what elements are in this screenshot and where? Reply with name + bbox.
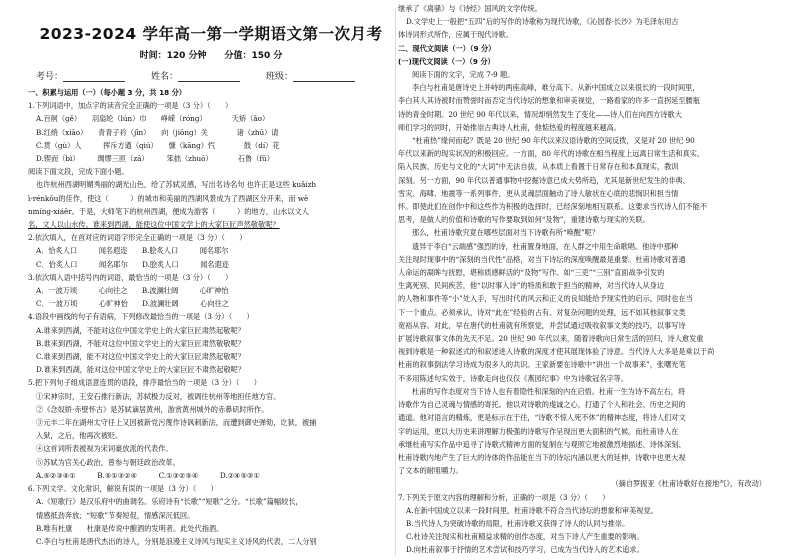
right-question-text <box>398 2 770 557</box>
text-line: （摘自罗振亚《杜甫诗歌好在接地气》，有改动） <box>611 479 766 489</box>
text-line: 杜甫的叙事倒法学习诗成为很多人的共识。王家新要在诗歌中“讲出一个故事来”，张曙光笔 <box>398 360 686 370</box>
text-line: 7.下列关于原文内容的理解和分析，正确的一项是（3 分）（ ） <box>398 492 610 502</box>
text-line: A.《短歌行》是汉乐府中的曲调名。乐府诗有“长歌”“短歌”之分。“长歌”篇幅较长， <box>36 497 303 507</box>
text-line: “杜甫热”缘何而起？既是 20 世纪 90 年代以来汉语诗歌的空间反拨，又是对 20 世纪 90 <box>412 136 695 146</box>
text-line: ì-rénkǒu的佳作，使这（ ）的城市和美丽的西湖风景成为了西湖区分开来，而 wē <box>28 193 309 203</box>
text-line: 关注现时现事中的“深刻的当代性”品格，对当下诗坛的深度唤醒最是重要。杜甫诗歌对普通 <box>398 254 686 264</box>
text-line: 了文本的耐咀嚼力。 <box>398 466 463 476</box>
text-line: 阅读下面文段，完成下面小题。 <box>28 167 129 177</box>
text-line: 继承了《离骚》与《诗经》国风的文学传统。 <box>398 4 542 13</box>
text-line: D.锲而（bì） 绸缪三匝（zā） 笨拙（zhuō） 石鲁（fǔ） <box>36 154 274 164</box>
text-line: A.⑤②③④① B.⑤①③②④ C.①③②⑤④ D.②④⑤③① <box>36 470 260 480</box>
text-line: B.唯有杜康 杜康是传说中酿酒的发明者。此处代指酒。 <box>36 523 224 533</box>
text-line: 杜甫诗歌内地产生了巨大的诗体的作品能在当下的诗坛内涵以更大的延伸，诗歌中也更大视 <box>398 452 686 462</box>
text-line: C．恰炙人口 闻名耶尔 D.脍炙人口 闻名遐迩 <box>36 259 229 269</box>
text-line: 诗的青金时期。20 世纪 90 年代以来，情况却悄然发生了变化——诗人们在向西方诗歌大 <box>398 109 682 119</box>
text-line: 那么，杜甫诗歌究竟在哪些层面对当下诗歌有所“唤醒”呢？ <box>412 228 600 238</box>
text-line: A．一波万顷 心向往之 B.波澜壮阔 心旷神怡 <box>36 286 229 296</box>
text-line: 扩展诗歌叙事文体的先天不足。20 世纪 90 年代以来，随着诗歌向日常生活的回归，诗人愈发重 <box>398 334 704 344</box>
text-line: 宽裕从容。对此，早在唐代的杜甫就有所察觉，并尝试通过吸收叙事文类的技巧，以事写诗 <box>398 320 686 330</box>
text-line: 深刻。另一方面，90 年代以普通事物中挖掘诗意已成大势所趋，尤其是新世纪发生的非典、 <box>398 175 690 185</box>
text-line: 诗歌作为自己灵魂与情感的寄托。他以对诗歌的虔诚之心，打通了个人和社会、历史之间的 <box>398 400 686 410</box>
text-line: B.当代诗人为突破诗歌的局限，杜甫诗歌又获得了诗人的认同与推崇。 <box>406 518 630 528</box>
text-line: ④这首词所表被视为宋词豪放派的代表作。 <box>36 444 173 454</box>
text-line: 阅读下面的文字，完成 7-9 题。 <box>412 70 515 80</box>
right-column <box>398 0 770 560</box>
text-line: 5.把下列句子组成语意连贯的语段，排序最恰当的一项是（3 分）（ ） <box>28 378 261 388</box>
text-line: 字的运用，更以大历史来讲理解力极强的诗歌写作呈现出更大面积的气候。而杜甫诗人在 <box>398 426 679 436</box>
text-line: 通道。他对语言的精炼，更是标示在于往，“诗歌不惊人死不休”的精神态度，将诗人们对文 <box>398 413 686 423</box>
text-line: 下一个重点。必须承认，诗对“此在”经验的占有、对复杂问题的处理，远不如其他叙事文类 <box>398 307 686 317</box>
text-line: 李白与杜甫是唐诗史上并峙的两座高峰，难分高下。从新中国成立以来很长的一段时间里， <box>412 83 700 93</box>
left-column <box>28 0 394 560</box>
text-line: 6.下列文学、文化常识，解说有误的一项是（3 分）（ ） <box>28 484 218 494</box>
text-line: 思考，是做人的价值和诗歌的写作要取到如何“及物”，重建诗歌与现实的关联。 <box>398 215 650 225</box>
text-line: 雪灾、海啸、地震等一系列事件，更从灵魂层面触动了诗人敏状在心底的悲悯识和担当情 <box>398 188 679 198</box>
blank-line[interactable] <box>178 72 240 82</box>
text-line: A.谁来到西湖，不能对这位中国文学史上的大家巨匠肃然起敬呢？ <box>36 325 245 335</box>
text-line: ②《念奴娇·赤壁怀古》是苏轼谪居黄州，游赏黄州城外的赤鼻矶时所作。 <box>36 404 269 414</box>
text-line: 体诗词形式所作，应属于现代诗歌。 <box>398 30 514 40</box>
text-line: 视到诗歌是一种叙述式的和叙述进入诗歌的深度才使其展现体验了诗意。当代诗人大多是是乘以于尚 <box>398 347 715 357</box>
field-name <box>151 69 240 82</box>
field-exam-number <box>36 69 125 82</box>
text-line: nmínɡ-xiáěr。于是，大师笔下的杭州西湖，便成为游客（ ）的地方，山水以文人 <box>28 206 309 216</box>
text-line: 的人物和事件等“小”处入手，写出时代的风云和正义的良知能给予现实性的启示，同时也在当 <box>398 294 693 304</box>
text-line: 1.下列词语中，加点字的读音完全正确的一项是（3 分）（ ） <box>28 101 233 111</box>
text-line: 入狱，之后，他再次被贬。 <box>36 431 123 441</box>
text-line: 怀。即使此们在创作中和这些作为积极的选择时，已经深刻地相互联系。这要求当代诗人们不能不 <box>398 202 708 212</box>
text-line: 名，文人以山水传。谁来到西湖，能使这位中国文学上的大家巨匠声然敬敬呢？ <box>28 220 280 230</box>
text-line: D.谁来到西湖，能对这位中国文学史上的大家巨匠不肃然起敬呢？ <box>36 365 246 375</box>
text-line: 杜甫的写作态度对当下诗人也有着隐性和深刻的内在启悟。杜甫一生为诗不高左右，将 <box>412 386 686 396</box>
text-line: C．一波万顷 心旷神怡 D.波澜壮阔 心向往之 <box>36 299 229 309</box>
text-line: 不多用陈述句实效于，诗歌走向也仅仅《燕园纪事》中为诗歌冠名字等。 <box>398 373 629 383</box>
text-line: ⑤苏轼为官关心政治，曾参与朝廷政治改革。 <box>36 457 180 467</box>
text-line: ①宋神宗时，王安石推行新法，苏轼极力反对，被调往杭州等地担任地方官。 <box>36 391 281 401</box>
text-line: B.红绡（xiāo） 青青子衿（jīn） 向（jiōnɡ）关 诸（zhū）请 <box>36 127 279 137</box>
column-divider <box>395 8 396 556</box>
student-info <box>36 69 394 82</box>
page-title: 2023-2024 学年高一第一学期语文第一次月考 <box>39 25 383 43</box>
field-label: 姓名： <box>151 72 179 82</box>
text-line: A.百舸（ɡě） 羽扇纶（lún）巾 峥嵘（rónɡ） 夭矫（ǎo） <box>36 114 270 124</box>
text-line: C.谁来到西湖，能不对这位中国文学史上的大家巨匠肃然起敬呢？ <box>36 352 245 362</box>
text-line: C.贯（ɡù）人 挥斥方遒（qiú） 慷（kānɡ）忾 鼓（dí）花 <box>36 140 280 150</box>
blank-line[interactable] <box>293 72 355 82</box>
text-line: A．恰炙人口 闻名遐迩 B.脍炙人口 闻名耶尔 <box>36 246 229 256</box>
text-line: 3.依次填入语中括号内的词语，最恰当的一项是（3 分）（ ） <box>28 272 233 282</box>
text-line: 承继杜甫写实作品中追寻了诗歌式精神方面的复制在与观照它地被激烈地描述、诗体深刻、 <box>398 439 686 449</box>
text-line: 陷入民族、历史与文化的“大词”中无法自拔，从本质上看置于日常存在和本真现实，教训 <box>398 162 679 172</box>
text-line: 师们学习的同时，开始推崇古典诗人杜甫，他惦热爱的程度越来越高。 <box>398 122 621 132</box>
exam-meta: 时间：120 分钟 分值：150 分 <box>139 51 283 61</box>
text-line: C.李白与杜甫是唐代杰出的诗人，分别是浪漫主义诗风与现实主义诗风的代表，二人分别 <box>36 536 317 546</box>
text-line: 人命运的凝眸与抚慰，堪称质感鲜活的“及物”写作。如“三吏”“三别”直面战争引发的 <box>398 268 665 278</box>
text-line: C.杜诗关注现实和杜甫精益求精的创作态度，对当下诗人产生重要的影响。 <box>406 532 644 542</box>
text-line: 李白其人其诗被时而赞誉时而否定当代诗坛的想象和审美视觉，一路看家的许多一直拐延至腰瓶 <box>398 96 700 106</box>
text-line: B.谁来到西湖，不能对这位中国文学史上的大家巨匠肃然敬敬呢？ <box>36 338 245 348</box>
text-line: D.向杜甫叙事于抒情的艺术尝试和技巧学习，已成为当代诗人的艺术追求。 <box>406 545 644 555</box>
text-line: 二、现代文阅读（一）（9 分） <box>398 43 496 53</box>
field-label: 班级： <box>266 72 294 82</box>
field-class <box>266 69 355 82</box>
text-line: ③元丰二年在湖州太守任上又因被新党污蔑作诗讽刺新法，而遭到御史弹劾，讫狱，被捕 <box>36 418 317 428</box>
field-label: 考号： <box>36 72 64 82</box>
text-line: 遗异于李白“云端感”强烈的诗，杜甫置身地面，在人群之中用生命歌唱。他诗中那种 <box>412 241 679 251</box>
blank-line[interactable] <box>63 72 125 82</box>
text-line: (一)现代文阅读（一）（9 分） <box>398 56 495 66</box>
text-line: 2.依次填入，在首对应的词语字形完全正确的一项是（3 分）（ ） <box>28 233 247 243</box>
text-line: A.在新中国成立以来一段时间里，杜甫诗歌不符合当代诗坛的想象和审美视觉。 <box>406 505 658 515</box>
left-question-text <box>28 86 394 548</box>
text-line: 生离死别、民间疾苦，他“以时事入诗”的特质和敢于担当的精神，对当代诗人从身边 <box>398 281 665 291</box>
text-line: 也许杭州西湖明媚秀丽的湖光山色，给了苏轼灵感，写出名诗名句 也许正是这些 kuǎizh <box>36 180 317 190</box>
text-line: 一、积累与运用（一）（每小题 3 分，共 18 分） <box>28 88 186 97</box>
text-line: D.文学史上一般把“五四”后的写作的诗歌称为现代诗歌，《沁园春·长沙》为毛泽东用古 <box>406 17 679 27</box>
text-line: 4.语段中画线的句子有语病，下列修改最恰当的一项是（3 分）（ ） <box>28 312 254 322</box>
text-line: 年代以来新的现实状况的积极回应。一方面，80 年代的诗歌在相当程度上远离日常生活和真实， <box>398 149 705 159</box>
text-line: 情感抵劲奔放；“短歌”节奏短促，情感深沉低回。 <box>36 510 195 520</box>
